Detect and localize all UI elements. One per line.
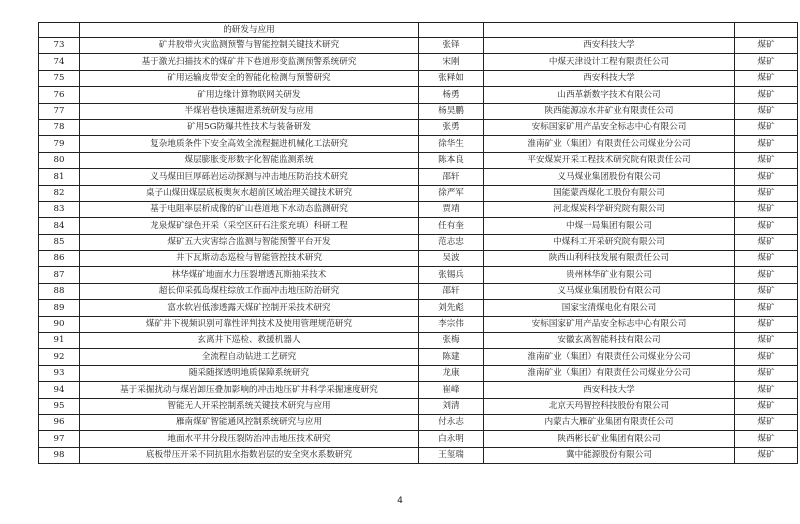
project-lead: 徐华生 xyxy=(419,136,484,152)
organization: 贵州林华矿业有限公司 xyxy=(484,267,735,283)
continued-row xyxy=(39,23,798,38)
project-lead: 刘清 xyxy=(419,398,484,414)
continued-row-industry xyxy=(735,23,798,38)
project-name: 随采随探透明地质保障系统研究 xyxy=(80,365,419,381)
project-lead: 邵轩 xyxy=(419,169,484,185)
organization: 中煤天津设计工程有限责任公司 xyxy=(484,54,735,70)
project-name: 智能无人开采控制系统关键技术研究与应用 xyxy=(80,398,419,414)
table-row xyxy=(39,38,798,54)
table-row xyxy=(39,251,798,267)
industry: 煤矿 xyxy=(735,398,798,414)
project-name: 全流程自动钻进工艺研究 xyxy=(80,349,419,365)
table-row xyxy=(39,333,798,349)
project-name: 矿井胶带火灾监测预警与智能控制关键技术研究 xyxy=(80,38,419,54)
row-number: 82 xyxy=(39,185,80,201)
industry: 煤矿 xyxy=(735,300,798,316)
industry: 煤矿 xyxy=(735,201,798,217)
organization: 安徽玄离智能科技有限公司 xyxy=(484,333,735,349)
organization: 北京天玛智控科技股份有限公司 xyxy=(484,398,735,414)
row-number: 88 xyxy=(39,283,80,299)
project-name: 桌子山煤田煤层底板奥灰水超前区域治理关键技术研究 xyxy=(80,185,419,201)
project-lead: 任有奎 xyxy=(419,218,484,234)
row-number: 73 xyxy=(39,38,80,54)
table-row xyxy=(39,283,798,299)
organization: 陕西山利科技发展有限责任公司 xyxy=(484,251,735,267)
project-lead: 宋刚 xyxy=(419,54,484,70)
row-number: 92 xyxy=(39,349,80,365)
table-row xyxy=(39,365,798,381)
project-lead: 陈本良 xyxy=(419,152,484,168)
table-row xyxy=(39,103,798,119)
table-row xyxy=(39,185,798,201)
row-number: 85 xyxy=(39,234,80,250)
project-name: 玄离井下巡检、救援机器人 xyxy=(80,333,419,349)
project-lead: 李宗伟 xyxy=(419,316,484,332)
industry: 煤矿 xyxy=(735,87,798,103)
organization: 陕西能源凉水井矿业有限责任公司 xyxy=(484,103,735,119)
row-number: 83 xyxy=(39,201,80,217)
industry: 煤矿 xyxy=(735,136,798,152)
project-name: 煤矿井下视频识别可靠性评判技术及使用管理规范研究 xyxy=(80,316,419,332)
table-row xyxy=(39,398,798,414)
table-row xyxy=(39,349,798,365)
industry: 煤矿 xyxy=(735,185,798,201)
organization: 义马煤业集团股份有限公司 xyxy=(484,169,735,185)
project-lead: 张释如 xyxy=(419,70,484,86)
row-number: 80 xyxy=(39,152,80,168)
project-name: 井下瓦斯动态巡检与智能管控技术研究 xyxy=(80,251,419,267)
project-name: 超长仰采孤岛煤柱综放工作面冲击地压防治研究 xyxy=(80,283,419,299)
project-lead: 陈建 xyxy=(419,349,484,365)
row-number: 96 xyxy=(39,414,80,430)
project-lead: 张铎 xyxy=(419,38,484,54)
project-lead: 徐严军 xyxy=(419,185,484,201)
industry: 煤矿 xyxy=(735,169,798,185)
organization: 西安科技大学 xyxy=(484,382,735,398)
row-number: 87 xyxy=(39,267,80,283)
continued-row-number xyxy=(39,23,80,38)
continued-row-org xyxy=(484,23,735,38)
industry: 煤矿 xyxy=(735,283,798,299)
project-name: 基于激光扫描技术的煤矿井下巷道形变监测预警系统研究 xyxy=(80,54,419,70)
organization: 淮南矿业（集团）有限责任公司煤业分公司 xyxy=(484,365,735,381)
project-lead: 刘先彪 xyxy=(419,300,484,316)
project-name: 矿用运输皮带安全的智能化检测与预警研究 xyxy=(80,70,419,86)
organization: 冀中能源股份有限公司 xyxy=(484,447,735,463)
industry: 煤矿 xyxy=(735,349,798,365)
industry: 煤矿 xyxy=(735,38,798,54)
table-row xyxy=(39,431,798,447)
project-lead: 杨勇 xyxy=(419,87,484,103)
organization: 河北煤炭科学研究院有限公司 xyxy=(484,201,735,217)
industry: 煤矿 xyxy=(735,119,798,135)
project-name: 基于电阻率层析成像的矿山巷道地下水动态监测研究 xyxy=(80,201,419,217)
table-row xyxy=(39,300,798,316)
project-lead: 王玺瑞 xyxy=(419,447,484,463)
organization: 西安科技大学 xyxy=(484,38,735,54)
project-name: 林华煤矿地面水力压裂增透瓦斯抽采技术 xyxy=(80,267,419,283)
projects-table xyxy=(38,22,798,464)
organization: 淮南矿业（集团）有限责任公司煤业分公司 xyxy=(484,136,735,152)
industry: 煤矿 xyxy=(735,365,798,381)
project-name: 复杂地质条件下安全高效全流程掘进机械化工法研究 xyxy=(80,136,419,152)
project-name: 矿用边缘计算物联网关研发 xyxy=(80,87,419,103)
project-name: 煤层膨胀变形数字化智能监测系统 xyxy=(80,152,419,168)
organization: 内蒙古大雁矿业集团有限责任公司 xyxy=(484,414,735,430)
project-name: 底板带压开采不同抗阻水指数岩层的安全突水系数研究 xyxy=(80,447,419,463)
project-name: 富水软岩低渗透露天煤矿控制开采技术研究 xyxy=(80,300,419,316)
table-row xyxy=(39,169,798,185)
row-number: 91 xyxy=(39,333,80,349)
industry: 煤矿 xyxy=(735,431,798,447)
organization: 中煤科工开采研究院有限公司 xyxy=(484,234,735,250)
project-lead: 张锡兵 xyxy=(419,267,484,283)
industry: 煤矿 xyxy=(735,251,798,267)
row-number: 95 xyxy=(39,398,80,414)
row-number: 84 xyxy=(39,218,80,234)
organization: 国家宝清煤电化有限公司 xyxy=(484,300,735,316)
row-number: 98 xyxy=(39,447,80,463)
industry: 煤矿 xyxy=(735,333,798,349)
organization: 中煤一局集团有限公司 xyxy=(484,218,735,234)
industry: 煤矿 xyxy=(735,70,798,86)
row-number: 94 xyxy=(39,382,80,398)
project-lead: 贾靖 xyxy=(419,201,484,217)
organization: 山西革新数字技术有限公司 xyxy=(484,87,735,103)
row-number: 76 xyxy=(39,87,80,103)
table-row xyxy=(39,201,798,217)
row-number: 86 xyxy=(39,251,80,267)
continued-row-name: 的研发与应用 xyxy=(80,23,419,38)
organization: 安标国家矿用产品安全标志中心有限公司 xyxy=(484,119,735,135)
industry: 煤矿 xyxy=(735,267,798,283)
table-row xyxy=(39,136,798,152)
table-row xyxy=(39,414,798,430)
table-row xyxy=(39,267,798,283)
table-row xyxy=(39,54,798,70)
project-name: 矿用5G防爆共性技术与装备研发 xyxy=(80,119,419,135)
row-number: 97 xyxy=(39,431,80,447)
row-number: 90 xyxy=(39,316,80,332)
project-name: 基于采掘扰动与煤岩卸压叠加影响的冲击地压矿井科学采掘速度研究 xyxy=(80,382,419,398)
industry: 煤矿 xyxy=(735,54,798,70)
row-number: 79 xyxy=(39,136,80,152)
industry: 煤矿 xyxy=(735,152,798,168)
industry: 煤矿 xyxy=(735,103,798,119)
table-row xyxy=(39,382,798,398)
industry: 煤矿 xyxy=(735,414,798,430)
row-number: 78 xyxy=(39,119,80,135)
project-name: 半煤岩巷快速掘进系统研发与应用 xyxy=(80,103,419,119)
table-row xyxy=(39,70,798,86)
continued-row-lead xyxy=(419,23,484,38)
row-number: 77 xyxy=(39,103,80,119)
project-name: 煤矿五大灾害综合监测与智能预警平台开发 xyxy=(80,234,419,250)
project-lead: 白永明 xyxy=(419,431,484,447)
organization: 安标国家矿用产品安全标志中心有限公司 xyxy=(484,316,735,332)
industry: 煤矿 xyxy=(735,382,798,398)
industry: 煤矿 xyxy=(735,447,798,463)
table-row xyxy=(39,218,798,234)
project-lead: 吴波 xyxy=(419,251,484,267)
organization: 淮南矿业（集团）有限责任公司煤业分公司 xyxy=(484,349,735,365)
industry: 煤矿 xyxy=(735,218,798,234)
table-row xyxy=(39,152,798,168)
industry: 煤矿 xyxy=(735,234,798,250)
project-lead: 杨昊鹏 xyxy=(419,103,484,119)
table-row xyxy=(39,87,798,103)
row-number: 93 xyxy=(39,365,80,381)
project-lead: 崔峰 xyxy=(419,382,484,398)
organization: 西安科技大学 xyxy=(484,70,735,86)
project-lead: 范志忠 xyxy=(419,234,484,250)
row-number: 81 xyxy=(39,169,80,185)
organization: 义马煤业集团股份有限公司 xyxy=(484,283,735,299)
projects-table-body xyxy=(39,23,798,464)
row-number: 75 xyxy=(39,70,80,86)
row-number: 74 xyxy=(39,54,80,70)
page-number: 4 xyxy=(397,496,403,506)
table-row xyxy=(39,234,798,250)
project-name: 地面水平井分段压裂防治冲击地压技术研究 xyxy=(80,431,419,447)
project-name: 龙泉煤矿绿色开采（采空区矸石注浆充填）科研工程 xyxy=(80,218,419,234)
row-number: 89 xyxy=(39,300,80,316)
project-lead: 邵轩 xyxy=(419,283,484,299)
table-row xyxy=(39,316,798,332)
project-lead: 付永志 xyxy=(419,414,484,430)
table-row xyxy=(39,119,798,135)
organization: 平安煤炭开采工程技术研究院有限责任公司 xyxy=(484,152,735,168)
project-lead: 龙康 xyxy=(419,365,484,381)
project-lead: 张勇 xyxy=(419,119,484,135)
project-name: 义马煤田巨厚砾岩运动探测与冲击地压防治技术研究 xyxy=(80,169,419,185)
organization: 国能蒙西煤化工股份有限公司 xyxy=(484,185,735,201)
project-name: 雁南煤矿智能通风控制系统研究与应用 xyxy=(80,414,419,430)
project-lead: 张梅 xyxy=(419,333,484,349)
organization: 陕西彬长矿业集团有限公司 xyxy=(484,431,735,447)
industry: 煤矿 xyxy=(735,316,798,332)
table-row xyxy=(39,447,798,463)
